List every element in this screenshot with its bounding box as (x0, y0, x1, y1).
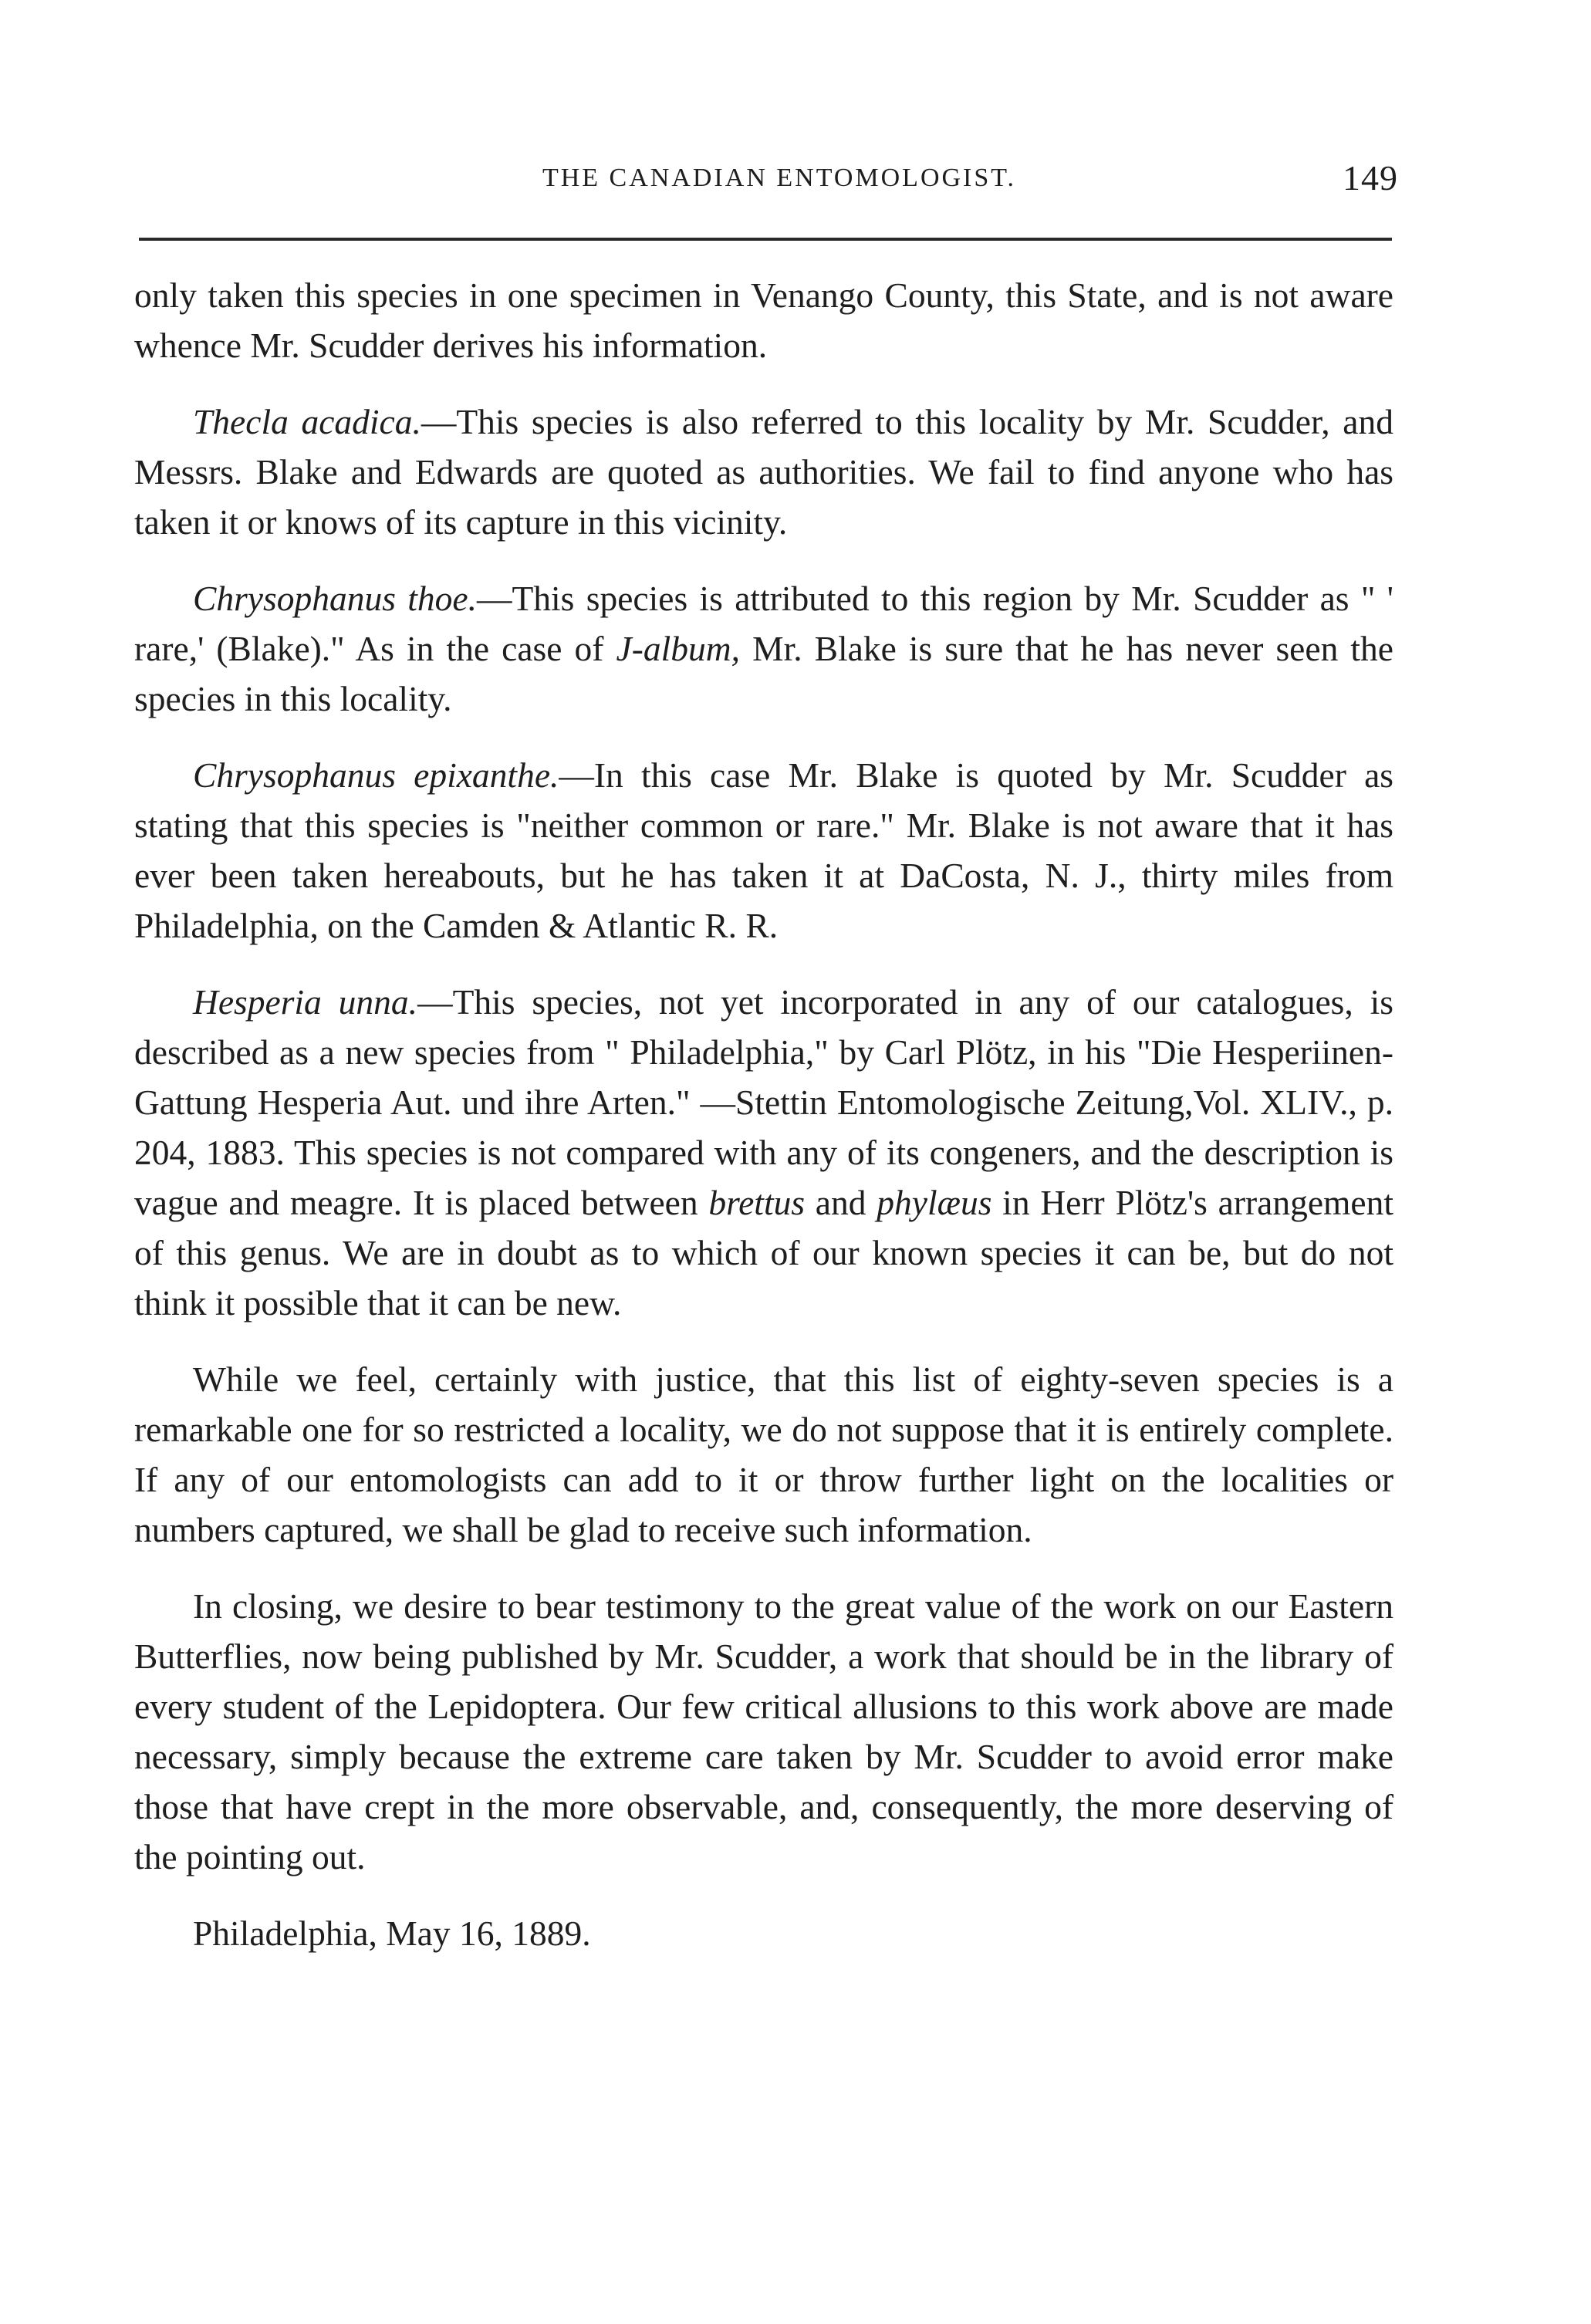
signoff-place-date: Philadelphia, May 16, 1889. (193, 1914, 591, 1953)
species-name: Thecla acadica. (193, 402, 421, 441)
paragraph-text: In closing, we desire to bear testimony to the great value of the work on our Eastern Butterflies, now being published by Mr. Scudder, a work that should be in the library of every student of the Lepidoptera. Our few critical allusions to this work above are made necessary, simply because the extreme care taken by Mr. Scudder to avoid error make those that have crept in the more observable, and, consequently, the more deserving of the pointing out. (134, 1586, 1393, 1876)
paragraph-thecla-acadica (134, 397, 1393, 547)
paragraph-list-completeness (134, 1354, 1393, 1555)
species-name: Chrysophanus thoe. (193, 579, 477, 618)
paragraph-closing (134, 1581, 1393, 1882)
paragraph-text: in Herr Plötz's arrangement of this genus. We are in doubt as to which of our known species it can be, but do not think it possible that it can be new. (134, 1183, 1393, 1322)
paragraph-continuation (134, 270, 1393, 370)
paragraph-text: —In this case Mr. Blake is quoted by Mr. Scudder as stating that this species is "neither common or rare." Mr. Blake is not aware that it has ever been taken hereabouts, but he has taken it at DaCosta, N. J., thirty miles from Philadelphia, on the Camden & Atlantic R. R. (134, 755, 1393, 945)
paragraph-text: —This species is attributed to this region by Mr. Scudder as " ' rare,' (Blake)." As in the case of (134, 579, 1393, 668)
page (134, 0, 1398, 2324)
species-name: Chrysophanus epixanthe. (193, 755, 559, 795)
paragraph-chrysophanus-epixanthe (134, 750, 1393, 951)
species-reference: J-album, (616, 629, 741, 668)
species-reference: brettus (708, 1183, 806, 1222)
article-body (134, 270, 1393, 1958)
header-rule (139, 238, 1392, 241)
paragraph-text: and (805, 1183, 877, 1222)
species-name: Hesperia unna. (193, 982, 418, 1022)
paragraph-hesperia-unna (134, 977, 1393, 1328)
page-header (134, 158, 1398, 210)
paragraph-chrysophanus-thoe (134, 573, 1393, 724)
paragraph-text: —This species, not yet incorporated in any of our catalogues, is described as a new species from " Philadelphia," by Carl Plötz, in his "Die Hesperiinen-Gattung Hesperia Aut. und ihre Arten." —Stettin Entomologische Zeitung,Vol. XLIV., p. 204, 1883. This species is not compared with any of its congeners, and the description is vague and meagre. It is placed between (134, 982, 1393, 1222)
page-number: 149 (1343, 158, 1398, 198)
paragraph-text: Mr. Blake is sure that he has never seen the species in this locality. (134, 629, 1393, 718)
paragraph-text: While we feel, certainly with justice, that this list of eighty-seven species is a remarkable one for so restricted a locality, we do not suppose that it is entirely complete. If any of our entomologists can add to it or throw further light on the localities or numbers captured, we shall be glad to receive such information. (134, 1360, 1393, 1549)
paragraph-text: —This species is also referred to this locality by Mr. Scudder, and Messrs. Blake and Edwards are quoted as authorities. We fail to find anyone who has taken it or knows of its capture in this vicinity. (134, 402, 1393, 542)
paragraph-text: only taken this species in one specimen in Venango County, this State, and is not aware whence Mr. Scudder derives his information. (134, 275, 1393, 365)
running-title: THE CANADIAN ENTOMOLOGIST. (542, 164, 1017, 192)
species-reference: phylæus (877, 1183, 992, 1222)
